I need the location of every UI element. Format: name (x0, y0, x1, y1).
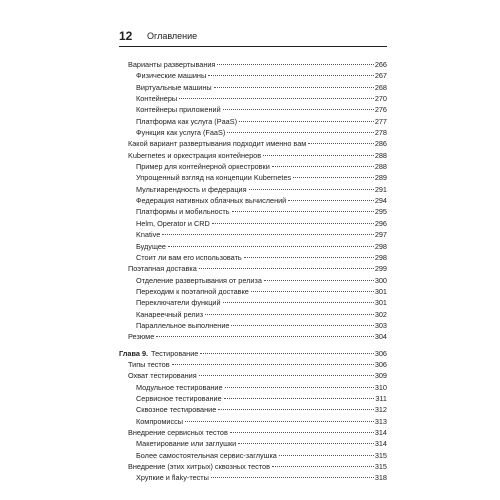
toc-entry[interactable] (119, 320, 387, 331)
toc-entry[interactable] (119, 263, 387, 274)
leader-dots (205, 314, 374, 315)
toc-entry-page: 278 (374, 128, 387, 138)
toc-entry-title: Охват тестирования (128, 371, 197, 381)
toc-entry-title: Какой вариант развертывания подходит именно вам (128, 139, 307, 149)
leader-dots (223, 302, 374, 303)
leader-dots (168, 246, 374, 247)
toc-entry[interactable] (119, 70, 387, 81)
toc-entry-title: Контейнеры приложений (136, 105, 221, 115)
toc-entry-title: Типы тестов (128, 359, 170, 369)
toc-entry[interactable] (119, 241, 387, 252)
toc-entry-title: Резюме (128, 332, 155, 342)
leader-dots (223, 109, 374, 110)
toc-entry-title: Будущее (136, 241, 166, 251)
toc-entry[interactable] (119, 138, 387, 149)
toc-entry[interactable] (119, 461, 387, 472)
toc-entry-page: 301 (374, 298, 387, 308)
toc-entry-page: 315 (374, 450, 387, 460)
toc-entry-page: 301 (374, 286, 387, 296)
toc-entry-page: 309 (374, 371, 387, 381)
toc-entry-page: 288 (374, 162, 387, 172)
leader-dots (230, 432, 374, 433)
toc-entry[interactable] (119, 450, 387, 461)
toc-entry-title: Knative (136, 230, 161, 240)
toc-entry-page: 312 (374, 405, 387, 415)
leader-dots (239, 121, 374, 122)
leader-dots (263, 155, 374, 156)
toc-entry-page: 298 (374, 252, 387, 262)
toc-entry-page: 306 (374, 359, 387, 369)
toc-entry-page: 288 (374, 150, 387, 160)
leader-dots (232, 211, 374, 212)
toc-entry-page: 310 (374, 382, 387, 392)
toc-entry[interactable] (119, 331, 387, 342)
toc-entry-title: Внедрение сервисных тестов (128, 428, 228, 437)
toc-entry-title: Модульное тестирование (136, 382, 223, 392)
leader-dots (288, 200, 374, 201)
toc-entry[interactable] (119, 93, 387, 104)
leader-dots (212, 223, 374, 224)
toc-entry[interactable] (119, 127, 387, 138)
toc-entry-page: 311 (375, 393, 387, 403)
leader-dots (208, 75, 374, 76)
leader-dots (211, 477, 374, 478)
toc-entry-page: 296 (374, 218, 387, 228)
toc-entry[interactable] (119, 309, 387, 320)
leader-dots (214, 87, 374, 88)
toc-entry-title: Платформа как услуга (PaaS) (136, 116, 238, 126)
leader-dots (217, 64, 373, 65)
leader-dots (272, 466, 374, 467)
leader-dots (225, 387, 374, 388)
leader-dots (185, 421, 374, 422)
leader-dots (227, 132, 374, 133)
toc-entry-title: Хрупкие и flaky-тесты (136, 473, 209, 483)
toc-entry-page: 313 (374, 416, 387, 426)
leader-dots (156, 336, 374, 337)
toc-entry-title: Платформы и мобильность (136, 207, 230, 217)
toc-entry[interactable] (119, 382, 387, 393)
leader-dots (231, 325, 373, 326)
toc-entry-page: 291 (374, 184, 387, 194)
leader-dots (224, 398, 375, 399)
leader-dots (218, 409, 374, 410)
toc-entry[interactable] (119, 416, 387, 427)
toc-entry[interactable] (119, 286, 387, 297)
toc-entry-title: Стоит ли вам его использовать (136, 252, 242, 262)
chapter-title (119, 348, 199, 359)
toc-entry[interactable] (119, 393, 387, 404)
toc-entry[interactable] (119, 104, 387, 115)
toc-entry[interactable] (119, 404, 387, 415)
chapter-heading[interactable] (119, 348, 387, 359)
toc-entry-page: 318 (374, 473, 387, 483)
toc-entry-title: Сквозное тестирование (136, 405, 217, 415)
toc-entry-page: 266 (374, 60, 387, 69)
leader-dots (199, 375, 374, 376)
leader-dots (172, 364, 374, 365)
toc-entry-title: Отделение развертывания от релиза (136, 275, 262, 285)
toc-entry-title: Пример для контейнерной оркестровки (136, 162, 270, 172)
leader-dots (199, 268, 374, 269)
toc-entry[interactable] (119, 206, 387, 217)
toc-entry[interactable] (119, 438, 387, 449)
toc-entry-page: 302 (374, 309, 387, 319)
toc-entry[interactable] (119, 172, 387, 183)
leader-dots (238, 443, 374, 444)
toc-entry-page: 276 (374, 105, 387, 115)
leader-dots (308, 143, 374, 144)
toc-entry[interactable] (119, 59, 387, 70)
toc-entry-page: 315 (374, 462, 387, 472)
toc-entry-title: Переходим к поэтапной доставке (136, 286, 249, 296)
running-title: Оглавление (147, 31, 198, 41)
toc-entry-title: Контейнеры (136, 94, 178, 104)
toc-entry[interactable] (119, 297, 387, 308)
toc-entry-title: Физические машины (136, 71, 207, 81)
toc-entry[interactable] (119, 427, 387, 438)
toc-entry-title: Виртуальные машины (136, 82, 212, 92)
leader-dots (264, 280, 374, 281)
toc-entry-title: Мультиарендность и федерация (136, 184, 247, 194)
leader-dots (200, 353, 373, 354)
chapter-label: Глава 9. (119, 348, 149, 358)
toc-entry-page: 277 (374, 116, 387, 126)
toc-entry-page: 298 (374, 241, 387, 251)
chapter-name: Тестирование (151, 348, 199, 358)
toc-entry-title: Переключатели функций (136, 298, 221, 308)
toc-entry[interactable] (119, 252, 387, 263)
toc-entry-page: 286 (374, 139, 387, 149)
toc-entry-page: 289 (374, 173, 387, 183)
toc-entry-title: Компромиссы (136, 416, 184, 426)
toc-entry[interactable] (119, 184, 387, 195)
toc-entry-page: 268 (374, 82, 387, 92)
toc-entry[interactable] (119, 472, 387, 483)
toc-entry-title: Упрощенный взгляд на концепции Kubernetes (136, 173, 292, 183)
toc-entry[interactable] (119, 150, 387, 161)
toc-entry-page: 294 (374, 196, 387, 206)
leader-dots (251, 291, 374, 292)
toc-entry-title: Более самостоятельная сервис-заглушка (136, 450, 277, 460)
leader-dots (179, 98, 374, 99)
toc-group-2 (119, 359, 387, 484)
toc-entry[interactable] (119, 195, 387, 206)
toc-entry-title: Варианты развертывания (128, 60, 216, 69)
toc-entry-page: 314 (374, 428, 387, 437)
toc-entry[interactable] (119, 370, 387, 381)
toc-entry-title: Федерация нативных облачных вычислений (136, 196, 287, 206)
toc-entry-title: Kubernetes и оркестрация контейнеров (128, 150, 262, 160)
toc-entry-title: Канареечный релиз (136, 309, 204, 319)
toc-group-1 (119, 59, 387, 343)
toc-entry-page: 304 (374, 332, 387, 342)
toc-entry[interactable] (119, 116, 387, 127)
toc-entry[interactable] (119, 82, 387, 93)
leader-dots (162, 234, 373, 235)
toc-entry[interactable] (119, 161, 387, 172)
toc-entry[interactable] (119, 275, 387, 286)
leader-dots (249, 189, 374, 190)
toc-entry-title: Поэтапная доставка (128, 264, 197, 274)
toc-entry-title: Сервисное тестирование (136, 393, 222, 403)
leader-dots (293, 177, 374, 178)
toc-entry[interactable] (119, 359, 387, 370)
toc-entry-page: 303 (374, 320, 387, 330)
page-number: 12 (119, 29, 133, 43)
toc-entry-title: Параллельное выполнение (136, 320, 230, 330)
toc-entry-page: 267 (374, 71, 387, 81)
toc-entry-page: 270 (374, 94, 387, 104)
toc-entry-title: Функция как услуга (FaaS) (136, 128, 226, 138)
toc-entry-page: 295 (374, 207, 387, 217)
toc-entry-page: 297 (374, 230, 387, 240)
toc-entry-page: 299 (374, 264, 387, 274)
toc-entry-page: 314 (374, 439, 387, 449)
table-of-contents (119, 59, 387, 484)
chapter-page: 306 (374, 348, 387, 358)
toc-entry-title: Макетирование или заглушки (136, 439, 237, 449)
leader-dots (279, 455, 374, 456)
toc-entry[interactable] (119, 229, 387, 240)
page-header (119, 26, 387, 47)
toc-entry[interactable] (119, 218, 387, 229)
toc-entry-page: 300 (374, 275, 387, 285)
toc-entry-title: Внедрение (этих хитрых) сквозных тестов (128, 462, 270, 472)
leader-dots (244, 257, 374, 258)
toc-entry-title: Helm, Operator и CRD (136, 218, 210, 228)
leader-dots (272, 166, 374, 167)
